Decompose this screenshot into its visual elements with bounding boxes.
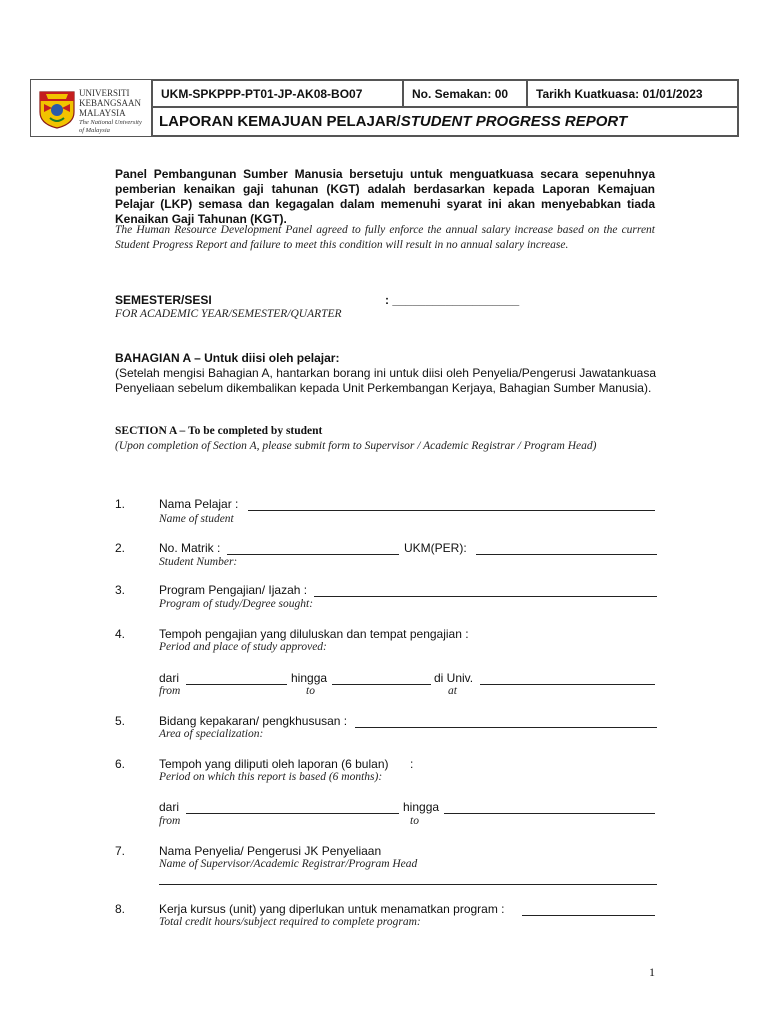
report-from-field[interactable] bbox=[186, 813, 399, 814]
item-7-number: 7. bbox=[115, 844, 126, 858]
doc-code: UKM-SPKPPP-PT01-JP-AK08-BO07 bbox=[152, 80, 403, 107]
program-field[interactable] bbox=[314, 596, 657, 597]
semester-label: SEMESTER/SESI bbox=[115, 293, 212, 307]
coursework-field[interactable] bbox=[522, 915, 655, 916]
revision-number: No. Semakan: 00 bbox=[403, 80, 527, 107]
intro-malay: Panel Pembangunan Sumber Manusia bersetuju untuk menguatkuasa secara sepenuhnya pemberian kenaikan gaji tahunan (KGT) adalah berdasarkan kepada Laporan Kemajuan Pelajar (LKP) semasa dan kegagalan dalam memenuhi syarat ini akan menyebabkan tiada Kenaikan Gaji Tahunan (KGT). bbox=[115, 167, 655, 226]
matric-sublabel: Student Number: bbox=[159, 556, 238, 568]
study-period-label: Tempoh pengajian yang diluluskan dan tempat pengajian : bbox=[159, 627, 469, 641]
study-period-sublabel: Period and place of study approved: bbox=[159, 641, 327, 653]
report-to-sublabel: to bbox=[410, 815, 419, 827]
item-8-number: 8. bbox=[115, 902, 126, 916]
semester-field[interactable]: : ___________________ bbox=[385, 293, 520, 307]
program-label: Program Pengajian/ Ijazah : bbox=[159, 583, 308, 597]
report-to-field[interactable] bbox=[444, 813, 655, 814]
logo-subtitle-line1: The National University bbox=[79, 119, 142, 126]
study-at-sublabel: at bbox=[448, 685, 457, 697]
item-2-number: 2. bbox=[115, 541, 126, 555]
logo-text-line2: KEBANGSAAN bbox=[79, 98, 142, 108]
supervisor-label: Nama Penyelia/ Pengerusi JK Penyeliaan bbox=[159, 844, 382, 858]
ukm-per-field[interactable] bbox=[476, 554, 657, 555]
logo-text-line3: MALAYSIA bbox=[79, 108, 126, 118]
item-4-number: 4. bbox=[115, 627, 126, 641]
section-a-instruction-english: (Upon completion of Section A, please submit form to Supervisor / Academic Registrar / Program Head) bbox=[115, 440, 597, 452]
study-univ-field[interactable] bbox=[480, 684, 655, 685]
page-number: 1 bbox=[649, 965, 655, 979]
report-period-sublabel: Period on which this report is based (6 months): bbox=[159, 771, 383, 783]
effective-date: Tarikh Kuatkuasa: 01/01/2023 bbox=[527, 80, 738, 107]
ukm-crest-icon bbox=[36, 86, 78, 130]
report-period-colon: : bbox=[410, 757, 414, 771]
item-1-number: 1. bbox=[115, 497, 126, 511]
study-univ-label: di Univ. bbox=[434, 671, 474, 685]
logo-subtitle-line2: of Malaysia bbox=[79, 127, 110, 134]
program-sublabel: Program of study/Degree sought: bbox=[159, 598, 314, 610]
study-to-field[interactable] bbox=[332, 684, 431, 685]
coursework-label: Kerja kursus (unit) yang diperlukan untuk menamatkan program : bbox=[159, 902, 505, 916]
item-5-number: 5. bbox=[115, 714, 126, 728]
section-a-instruction-malay: (Setelah mengisi Bahagian A, hantarkan borang ini untuk diisi oleh Penyelia/Pengerusi Jawatankuasa Penyeliaan sebelum dikembalikan kepada Unit Perkembangan Kerjaya, Bahagian Sumber Manusia). bbox=[115, 366, 656, 395]
title-malay: LAPORAN KEMAJUAN PELAJAR/ bbox=[159, 113, 401, 130]
supervisor-field[interactable] bbox=[159, 884, 657, 885]
specialization-sublabel: Area of specialization: bbox=[159, 728, 264, 740]
report-from-sublabel: from bbox=[159, 815, 181, 827]
logo-text-line1: UNIVERSITI bbox=[79, 88, 130, 98]
coursework-sublabel: Total credit hours/subject required to complete program: bbox=[159, 916, 421, 928]
ukm-per-label: UKM(PER): bbox=[404, 541, 467, 555]
student-name-sublabel: Name of student bbox=[159, 513, 234, 525]
item-3-number: 3. bbox=[115, 583, 126, 597]
specialization-field[interactable] bbox=[355, 727, 657, 728]
university-logo bbox=[31, 80, 152, 136]
study-from-sublabel: from bbox=[159, 685, 181, 697]
supervisor-sublabel: Name of Supervisor/Academic Registrar/Program Head bbox=[159, 858, 418, 870]
study-to-sublabel: to bbox=[306, 685, 315, 697]
matric-field[interactable] bbox=[227, 554, 399, 555]
study-to-label: hingga bbox=[291, 671, 328, 685]
specialization-label: Bidang kepakaran/ pengkhususan : bbox=[159, 714, 348, 728]
study-from-label: dari bbox=[159, 671, 180, 685]
section-a-heading-malay: BAHAGIAN A – Untuk diisi oleh pelajar: bbox=[115, 351, 340, 365]
report-period-label: Tempoh yang diliputi oleh laporan (6 bulan) bbox=[159, 757, 389, 771]
intro-english: The Human Resource Development Panel agreed to fully enforce the annual salary increase based on the current Student Progress Report and failure to meet this condition will result in no annual salary increase. bbox=[115, 224, 655, 251]
semester-sublabel: FOR ACADEMIC YEAR/SEMESTER/QUARTER bbox=[115, 308, 342, 320]
matric-label: No. Matrik : bbox=[159, 541, 221, 555]
page-title bbox=[152, 107, 738, 136]
item-6-number: 6. bbox=[115, 757, 126, 771]
student-name-label: Nama Pelajar : bbox=[159, 497, 239, 511]
title-english: STUDENT PROGRESS REPORT bbox=[400, 113, 628, 130]
study-from-field[interactable] bbox=[186, 684, 287, 685]
student-name-field[interactable] bbox=[248, 510, 655, 511]
section-a-heading-english: SECTION A – To be completed by student bbox=[115, 425, 323, 437]
header-table bbox=[30, 79, 739, 137]
report-to-label: hingga bbox=[403, 800, 440, 814]
university-name bbox=[79, 88, 142, 134]
report-from-label: dari bbox=[159, 800, 180, 814]
